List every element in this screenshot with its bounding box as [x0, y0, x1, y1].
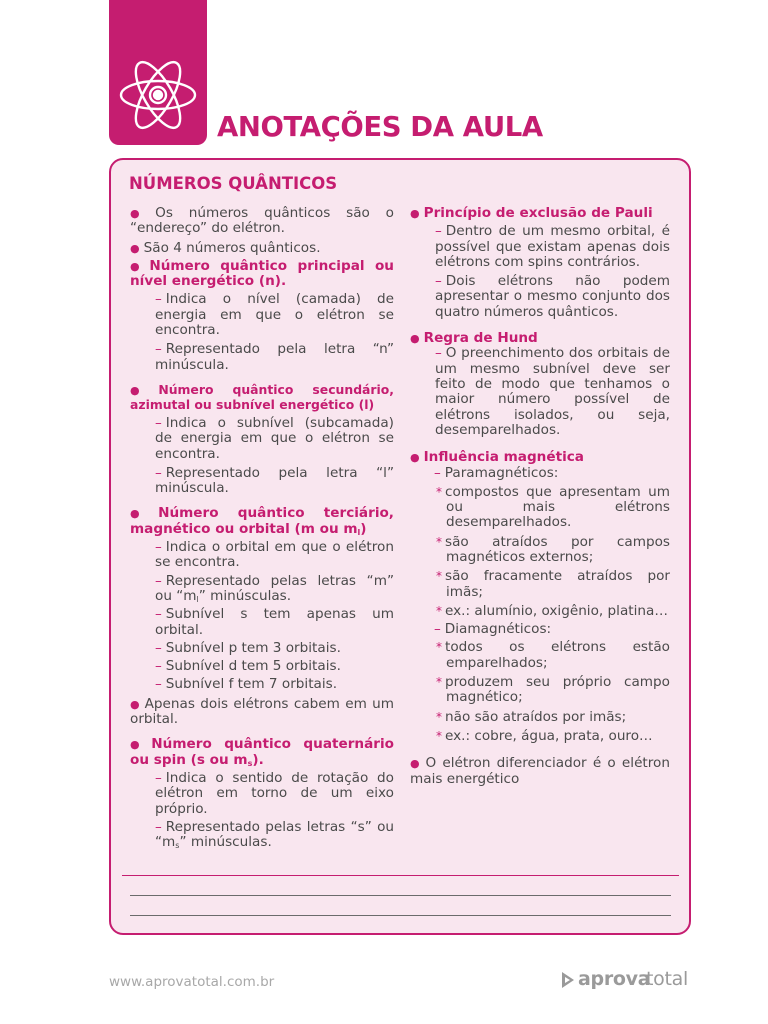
dash-icon: – — [155, 539, 162, 556]
bullet-icon: ● — [410, 332, 420, 346]
list-item: – Indica o sentido de rotação do elétron em torno de um eixo próprio. — [155, 769, 394, 817]
list-item: ● Os números quânticos são o “endereço” do elétron. — [130, 205, 394, 237]
bullet-icon: ● — [130, 207, 152, 220]
page-title: ANOTAÇÕES DA AULA — [217, 111, 543, 143]
list-item: * são fracamente atraídos por imãs; — [436, 568, 670, 600]
list-item: – Representado pela letra “n” minúscula. — [155, 341, 394, 373]
list-item: * produzem seu próprio campo magnético; — [436, 674, 670, 706]
bullet-icon: ● — [410, 451, 420, 465]
list-item: – Diamagnéticos: — [434, 621, 552, 638]
list-item: – Subnível f tem 7 orbitais. — [155, 676, 338, 693]
list-item: – Subnível p tem 3 orbitais. — [155, 639, 341, 656]
list-item: – Dentro de um mesmo orbital, é possível que existam apenas dois elétrons com spins contrários. — [435, 223, 670, 270]
left-column — [130, 206, 394, 850]
dash-icon: – — [155, 464, 162, 481]
dash-icon: – — [155, 676, 162, 693]
section-heading: ● Número quântico principal ou nível energético (n). — [130, 257, 394, 290]
asterisk-icon: * — [436, 534, 442, 549]
section-heading: ● Influência magnética — [410, 449, 584, 466]
list-item: * ex.: alumínio, oxigênio, platina… — [436, 602, 668, 619]
right-column — [410, 206, 670, 787]
list-item: * todos os elétrons estão emparelhados; — [436, 639, 670, 671]
list-item: – Representado pela letra “l” minúscula. — [155, 464, 394, 497]
asterisk-icon: * — [436, 640, 442, 655]
list-item: – Representado pelas letras “m” ou “$m_l$” minúsculas. — [155, 572, 394, 604]
logo-text-bold: aprova — [578, 968, 651, 990]
dash-icon: – — [155, 658, 162, 675]
list-item: – Dois elétrons não podem apresentar o mesmo conjunto dos quatro números quânticos. — [435, 273, 670, 320]
divider-line — [122, 875, 679, 876]
dash-icon: – — [155, 291, 162, 308]
list-item: – Representado pelas letras “s” ou “$m_s$” minúsculas. — [155, 818, 394, 851]
dash-icon: – — [435, 273, 442, 290]
bullet-icon: ● — [130, 507, 155, 521]
dash-icon: – — [155, 414, 162, 431]
logo-mark-icon — [561, 971, 575, 989]
writing-line — [130, 895, 671, 896]
list-item: * compostos que apresentam um ou mais elétrons desemparelhados. — [436, 483, 670, 531]
dash-icon: – — [155, 818, 162, 835]
list-item: – O preenchimento dos orbitais de um mesmo subnível deve ser feito de modo que tenhamos o maior número possível de elétrons isolados, ou seja, desemparelhados. — [435, 345, 670, 438]
asterisk-icon: * — [436, 675, 442, 690]
asterisk-icon: * — [436, 728, 442, 743]
bullet-icon: ● — [130, 697, 141, 711]
bullet-icon: ● — [410, 757, 422, 771]
list-item: * ex.: cobre, água, prata, ouro… — [436, 727, 653, 744]
asterisk-icon: * — [436, 603, 442, 618]
dash-icon: – — [155, 639, 162, 656]
list-item: – Indica o nível (camada) de energia em que o elétron se encontra. — [155, 291, 394, 339]
section-heading: ● Número quântico secundário, azimutal ou subnível energético (l) — [130, 381, 394, 413]
list-item: – Subnível s tem apenas um orbital. — [155, 606, 394, 638]
bullet-icon: ● — [130, 259, 146, 273]
bullet-icon: ● — [130, 383, 155, 397]
section-heading: ● Número quântico terciário, magnético ou orbital (m ou $m_l$) — [130, 505, 394, 537]
atom-icon — [117, 54, 199, 136]
dash-icon: – — [155, 572, 162, 589]
dash-icon: – — [434, 465, 441, 482]
section-heading: ● Princípio de exclusão de Pauli — [410, 205, 653, 221]
list-item: * são atraídos por campos magnéticos externos; — [436, 533, 670, 565]
list-item: – Subnível d tem 5 orbitais. — [155, 658, 341, 675]
list-item: – Indica o orbital em que o elétron se encontra. — [155, 539, 394, 571]
section-heading: ● Número quântico quaternário ou spin (s ou $m_s$). — [130, 736, 394, 768]
list-item: ● O elétron diferenciador é o elétron mais energético — [410, 755, 670, 787]
dash-icon: – — [435, 223, 442, 240]
dash-icon: – — [155, 769, 162, 786]
dash-icon: – — [434, 621, 441, 638]
section-heading: ● Regra de Hund — [410, 330, 538, 347]
list-item: ● Apenas dois elétrons cabem em um orbital. — [130, 695, 394, 728]
dash-icon: – — [155, 341, 162, 358]
list-item: – Indica o subnível (subcamada) de energia em que o elétron se encontra. — [155, 414, 394, 462]
footer-url: www.aprovatotal.com.br — [109, 974, 275, 990]
list-item: ● São 4 números quânticos. — [130, 239, 321, 256]
header-tab — [109, 0, 207, 145]
asterisk-icon: * — [436, 569, 442, 584]
bullet-icon: ● — [130, 241, 140, 255]
bullet-icon: ● — [130, 738, 148, 752]
logo-text: total — [646, 968, 688, 990]
writing-line — [130, 915, 671, 916]
asterisk-icon: * — [436, 484, 442, 499]
section-title: NÚMEROS QUÂNTICOS — [129, 174, 338, 193]
bullet-icon: ● — [410, 207, 420, 220]
list-item: – Paramagnéticos: — [434, 465, 559, 482]
dash-icon: – — [435, 345, 442, 362]
asterisk-icon: * — [436, 709, 442, 724]
list-item: * não são atraídos por imãs; — [436, 708, 627, 725]
dash-icon: – — [155, 606, 162, 623]
